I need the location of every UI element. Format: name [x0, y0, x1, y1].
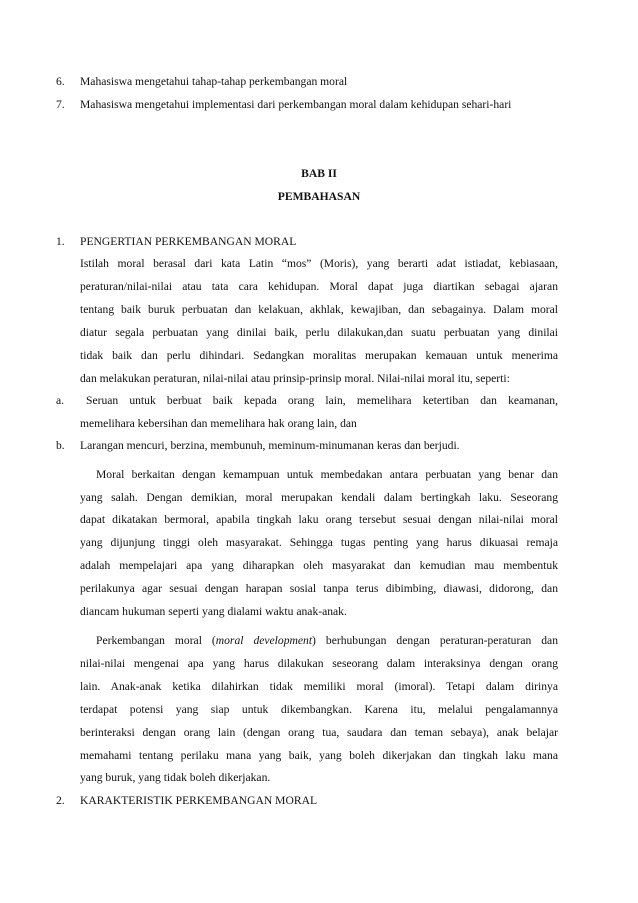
chapter-title: PEMBAHASAN [277, 190, 361, 203]
para3-line-1-pre: Perkembangan moral ( [96, 634, 216, 647]
para2-line-4: yang dijunjung tinggi oleh masyarakat. Sehingga tugas penting yang harus dikuasai remaja [80, 536, 558, 549]
para3-line-5: berinteraksi dengan orang lain (dengan orang tua, saudara dan teman sebaya), anak belajar [80, 726, 558, 739]
intro-line-5: tidak baik dan perlu dihindari. Sedangkan moralitas merupakan kemauan untuk menerima [80, 349, 558, 362]
objective-7-text: Mahasiswa mengetahui implementasi dari perkembangan moral dalam kehidupan sehari-hari [80, 98, 512, 111]
para3-line-4: terdapat potensi yang siap untuk dikembangkan. Karena itu, melalui pengalamannya [80, 703, 558, 716]
section-2-heading: KARAKTERISTIK PERKEMBANGAN MORAL [80, 794, 318, 807]
item-b-marker: b. [56, 439, 65, 452]
item-a-marker: a. [56, 394, 65, 407]
section-2-number: 2. [56, 794, 65, 807]
para2-line-1: Moral berkaitan dengan kemampuan untuk membedakan antara perbuatan yang benar dan [96, 468, 558, 481]
para2-line-6: perilakunya agar sesuai dengan harapan sosial tanpa terus dibimbing, diawasi, didorong, dan [80, 582, 558, 595]
para3-line-6: memahami tentang perilaku mana yang baik, yang boleh dikerjakan dan tingkah laku mana [80, 749, 558, 762]
para3-line-3: lain. Anak-anak ketika dilahirkan tidak memiliki moral (imoral). Tetapi dalam dirinya [80, 680, 558, 693]
para3-line-1-post: ) berhubungan dengan peraturan-peraturan dan [312, 634, 558, 647]
para2-line-7: diancam hukuman seperti yang dialami waktu anak-anak. [80, 605, 347, 618]
chapter-label: BAB II [301, 167, 337, 180]
item-a-line-2: memelihara kebersihan dan memelihara hak orang lain, dan [80, 417, 357, 430]
para2-line-5: adalah mempelajari apa yang diharapkan oleh masyarakat dan kemudian mau membentuk [80, 559, 558, 572]
para3-line-1 [96, 634, 558, 648]
para3-line-1-italic: moral development [215, 634, 313, 647]
intro-line-1: Istilah moral berasal dari kata Latin “mos” (Moris), yang berarti adat istiadat, kebiasaan, [80, 257, 558, 270]
intro-line-6: dan melakukan peraturan, nilai-nilai atau prinsip-prinsip moral. Nilai-nilai moral itu, seperti: [80, 372, 510, 385]
intro-line-3: tentang baik buruk perbuatan dan kelakuan, akhlak, kewajiban, dan sebagainya. Dalam moral [80, 303, 558, 316]
objective-6-number: 6. [56, 75, 65, 88]
para3-line-2: nilai-nilai mengenai apa yang harus dilakukan seseorang dalam interaksinya dengan orang [80, 657, 558, 670]
section-1-number: 1. [56, 235, 65, 248]
section-1-heading: PENGERTIAN PERKEMBANGAN MORAL [80, 235, 297, 248]
para2-line-3: dapat dikatakan bermoral, apabila tingkah laku orang tersebut sesuai dengan nilai-nilai moral [80, 513, 558, 526]
objective-6-text: Mahasiswa mengetahui tahap-tahap perkembangan moral [80, 75, 348, 88]
objective-7-number: 7. [56, 98, 65, 111]
item-a-line-1: Seruan untuk berbuat baik kepada orang lain, memelihara ketertiban dan keamanan, [86, 394, 558, 407]
intro-line-4: diatur segala perbuatan yang dinilai baik, perlu dilakukan,dan suatu perbuatan yang dinilai [80, 326, 558, 339]
item-b-line-1: Larangan mencuri, berzina, membunuh, meminum-minumanan keras dan berjudi. [80, 439, 460, 452]
para3-line-7: yang buruk, yang tidak boleh dikerjakan. [80, 771, 271, 784]
intro-line-2: peraturan/nilai-nilai atau tata cara kehidupan. Moral dapat juga diartikan sebagai ajaran [80, 280, 558, 293]
para2-line-2: yang salah. Dengan demikian, moral merupakan kendali dalam bertingkah laku. Seseorang [80, 491, 558, 504]
